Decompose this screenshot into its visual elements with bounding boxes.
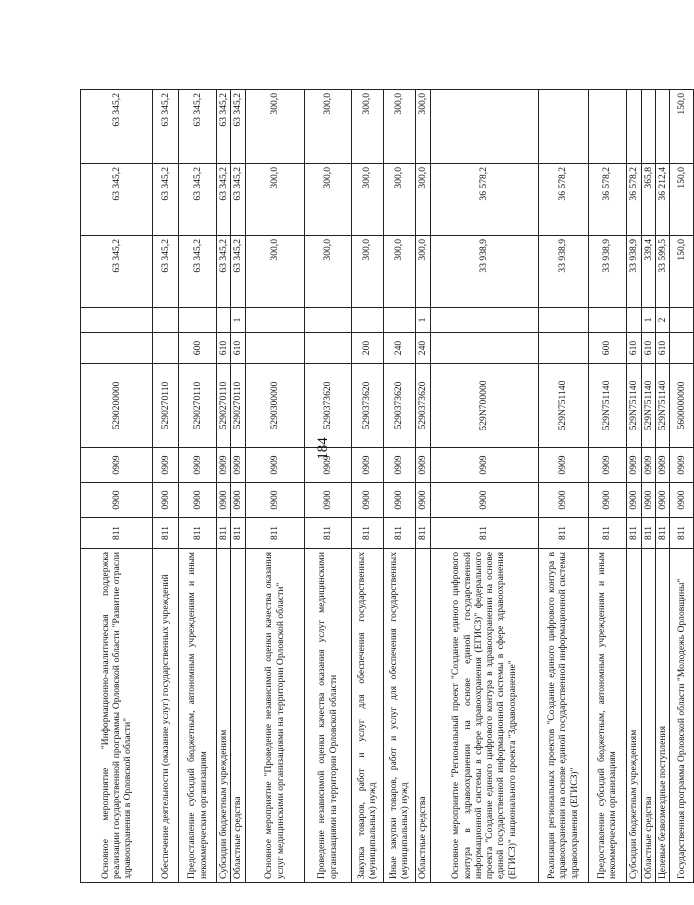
name-cell: Целевые безвозмездные поступления [655,549,669,883]
subsection-cell: 0909 [231,448,245,483]
name-cell: Субсидии бюджетным учреждениям [626,549,641,883]
table-row [351,90,383,883]
name-cell: Основное мероприятие "Проведение независимой оценки качества оказания услуг медицинскими организациями на территории Орловской области" [245,549,304,883]
name-cell: Предоставление субсидий бюджетным, автономным учреждениям и иным некоммерческим организациям [179,549,217,883]
expense-type-cell: 240 [415,333,430,364]
amount-2020-cell: 63 345,2 [231,164,245,236]
amount-2020-cell: 36 578,2 [626,164,641,236]
amount-2020-cell: 36 578,2 [538,164,588,236]
table-row [430,90,538,883]
amount-2020-cell: 36 578,2 [430,164,538,236]
subsection-cell: 0909 [670,448,694,483]
grbs-cell: 811 [588,518,626,549]
table-row [231,90,245,883]
funding-source-cell [383,308,415,333]
grbs-cell: 811 [153,518,179,549]
funding-source-cell [670,308,694,333]
subsection-cell: 0909 [304,448,351,483]
amount-2020-cell: 150,0 [670,164,694,236]
funding-source-cell [153,308,179,333]
amount-2019-cell: 33 938,9 [588,236,626,308]
subsection-cell: 0909 [538,448,588,483]
subsection-cell: 0909 [383,448,415,483]
name-cell: Обеспечение деятельности (оказание услуг) государственных учреждений [153,549,179,883]
section-cell: 0900 [153,483,179,518]
amount-2021-cell: 63 345,2 [217,90,231,164]
grbs-cell: 811 [415,518,430,549]
name-cell: Субсидии бюджетным учреждениям [217,549,231,883]
section-cell: 0900 [245,483,304,518]
grbs-cell: 811 [670,518,694,549]
amount-2021-cell [588,90,626,164]
section-cell: 0900 [304,483,351,518]
table-row [588,90,626,883]
expense-type-cell [430,333,538,364]
name-cell: Основное мероприятие "Информационно-аналитическая поддержка реализации государственной программы Орловской области "Развитие отрасли здравоохранения в Орловской области" [81,549,153,883]
name-cell: Областные средства [231,549,245,883]
amount-2021-cell [538,90,588,164]
amount-2019-cell: 300,0 [415,236,430,308]
amount-2019-cell: 63 345,2 [217,236,231,308]
target-article-cell: 5290270110 [217,364,231,448]
funding-source-cell [304,308,351,333]
table-row [415,90,430,883]
amount-2021-cell [641,90,655,164]
expense-type-cell [81,333,153,364]
subsection-cell: 0909 [655,448,669,483]
grbs-cell: 811 [538,518,588,549]
name-cell: Закупка товаров, работ и услуг для обеспечения государственных (муниципальных) нужд [351,549,383,883]
expense-type-cell [245,333,304,364]
amount-2019-cell: 63 345,2 [81,236,153,308]
target-article-cell: 529N751140 [626,364,641,448]
subsection-cell: 0909 [588,448,626,483]
section-cell: 0900 [626,483,641,518]
expense-type-cell [538,333,588,364]
expense-type-cell: 200 [351,333,383,364]
subsection-cell: 0909 [641,448,655,483]
table-row [217,90,231,883]
target-article-cell: 5290373620 [415,364,430,448]
expense-type-cell: 600 [588,333,626,364]
amount-2021-cell: 150,0 [670,90,694,164]
target-article-cell: 5600000000 [670,364,694,448]
target-article-cell: 529N751140 [641,364,655,448]
expense-type-cell [304,333,351,364]
grbs-cell: 811 [351,518,383,549]
target-article-cell: 529N700000 [430,364,538,448]
target-article-cell: 529N751140 [655,364,669,448]
amount-2021-cell: 300,0 [351,90,383,164]
table-row [245,90,304,883]
funding-source-cell [588,308,626,333]
amount-2021-cell: 63 345,2 [81,90,153,164]
grbs-cell: 811 [304,518,351,549]
section-cell: 0900 [588,483,626,518]
funding-source-cell [81,308,153,333]
amount-2020-cell: 365,8 [641,164,655,236]
target-article-cell: 5290373620 [351,364,383,448]
funding-source-cell: 1 [641,308,655,333]
amount-2020-cell: 36 212,4 [655,164,669,236]
expense-type-cell: 610 [655,333,669,364]
table-row [153,90,179,883]
section-cell: 0900 [231,483,245,518]
subsection-cell: 0909 [626,448,641,483]
funding-source-cell [217,308,231,333]
grbs-cell: 811 [655,518,669,549]
amount-2021-cell: 63 345,2 [179,90,217,164]
amount-2021-cell: 300,0 [415,90,430,164]
name-cell: Проведение независимой оценки качества оказания услуг медицинскими организациями на территории Орловской области [304,549,351,883]
target-article-cell: 5290270110 [179,364,217,448]
grbs-cell: 811 [81,518,153,549]
section-cell: 0900 [383,483,415,518]
amount-2020-cell: 300,0 [415,164,430,236]
amount-2019-cell: 33 938,9 [430,236,538,308]
table-row [641,90,655,883]
amount-2020-cell: 300,0 [245,164,304,236]
amount-2020-cell: 300,0 [351,164,383,236]
section-cell: 0900 [351,483,383,518]
amount-2019-cell: 300,0 [245,236,304,308]
grbs-cell: 811 [179,518,217,549]
table-row [304,90,351,883]
target-article-cell: 529N751140 [538,364,588,448]
target-article-cell: 5290200000 [81,364,153,448]
expense-type-cell [670,333,694,364]
amount-2019-cell: 300,0 [351,236,383,308]
amount-2020-cell: 300,0 [304,164,351,236]
amount-2020-cell: 63 345,2 [153,164,179,236]
target-article-cell: 5290300000 [245,364,304,448]
subsection-cell: 0909 [217,448,231,483]
name-cell: Предоставление субсидий бюджетным, автономным учреждениям и иным некоммерческим организациям [588,549,626,883]
grbs-cell: 811 [430,518,538,549]
funding-source-cell [538,308,588,333]
name-cell: Реализация региональных проектов "Создание единого цифрового контура в здравоохранении на основе единой государственной информационной системы здравоохранения (ЕГИСЗ)" [538,549,588,883]
amount-2019-cell: 63 345,2 [179,236,217,308]
subsection-cell: 0909 [179,448,217,483]
amount-2019-cell: 150,0 [670,236,694,308]
funding-source-cell [351,308,383,333]
amount-2021-cell: 300,0 [383,90,415,164]
expense-type-cell: 600 [179,333,217,364]
name-cell: Иные закупки товаров, работ и услуг для обеспечения государственных (муниципальных) нужд [383,549,415,883]
table-row [538,90,588,883]
amount-2019-cell: 339,4 [641,236,655,308]
funding-source-cell [430,308,538,333]
subsection-cell: 0909 [245,448,304,483]
section-cell: 0900 [217,483,231,518]
amount-2020-cell: 63 345,2 [81,164,153,236]
grbs-cell: 811 [641,518,655,549]
amount-2021-cell: 63 345,2 [153,90,179,164]
amount-2021-cell: 300,0 [304,90,351,164]
amount-2019-cell: 33 599,5 [655,236,669,308]
expense-type-cell: 610 [231,333,245,364]
expense-type-cell: 240 [383,333,415,364]
target-article-cell: 5290270110 [153,364,179,448]
grbs-cell: 811 [217,518,231,549]
grbs-cell: 811 [231,518,245,549]
funding-source-cell [179,308,217,333]
amount-2019-cell: 63 345,2 [153,236,179,308]
section-cell: 0900 [415,483,430,518]
subsection-cell: 0909 [351,448,383,483]
subsection-cell: 0909 [415,448,430,483]
expense-type-cell: 610 [626,333,641,364]
section-cell: 0900 [430,483,538,518]
name-cell: Областные средства [415,549,430,883]
subsection-cell: 0909 [81,448,153,483]
subsection-cell: 0909 [430,448,538,483]
funding-source-cell: 2 [655,308,669,333]
table-row [81,90,153,883]
amount-2019-cell: 33 938,9 [626,236,641,308]
name-cell: Основное мероприятие "Региональный проект "Создание единого цифрового контура в здравоохранении на основе единой государственной информационной системы в сфере здравоохранения (ЕГИСЗ)" федерального проекта "Создание единого цифрового контура в здравоохранении на основе единой государственной информационной системы в сфере здравоохранения (ЕГИСЗ)" национального проекта "Здравоохранение" [430,549,538,883]
target-article-cell: 5290373620 [383,364,415,448]
grbs-cell: 811 [626,518,641,549]
target-article-cell: 529N751140 [588,364,626,448]
section-cell: 0900 [538,483,588,518]
amount-2020-cell: 36 578,2 [588,164,626,236]
table-row [383,90,415,883]
amount-2021-cell: 300,0 [245,90,304,164]
table-row [655,90,669,883]
section-cell: 0900 [81,483,153,518]
table-body [81,90,694,883]
section-cell: 0900 [655,483,669,518]
section-cell: 0900 [641,483,655,518]
funding-source-cell [626,308,641,333]
amount-2021-cell: 63 345,2 [231,90,245,164]
name-cell: Областные средства [641,549,655,883]
subsection-cell: 0909 [153,448,179,483]
table-row [670,90,694,883]
table-row [179,90,217,883]
expense-type-cell [153,333,179,364]
amount-2019-cell: 63 345,2 [231,236,245,308]
amount-2021-cell [626,90,641,164]
amount-2021-cell [430,90,538,164]
section-cell: 0900 [670,483,694,518]
amount-2019-cell: 33 938,9 [538,236,588,308]
funding-source-cell: 1 [415,308,430,333]
amount-2020-cell: 300,0 [383,164,415,236]
expense-type-cell: 610 [217,333,231,364]
amount-2020-cell: 63 345,2 [217,164,231,236]
target-article-cell: 5290270110 [231,364,245,448]
name-cell: Государственная программа Орловской области "Молодежь Орловщины" [670,549,694,883]
grbs-cell: 811 [245,518,304,549]
rotated-table-wrapper [80,90,688,883]
amount-2019-cell: 300,0 [304,236,351,308]
amount-2020-cell: 63 345,2 [179,164,217,236]
amount-2021-cell [655,90,669,164]
grbs-cell: 811 [383,518,415,549]
funding-source-cell: 1 [231,308,245,333]
budget-table [80,89,694,883]
table-row [626,90,641,883]
funding-source-cell [245,308,304,333]
page-number: 184 [314,437,331,460]
expense-type-cell: 610 [641,333,655,364]
amount-2019-cell: 300,0 [383,236,415,308]
target-article-cell: 5290373620 [304,364,351,448]
section-cell: 0900 [179,483,217,518]
